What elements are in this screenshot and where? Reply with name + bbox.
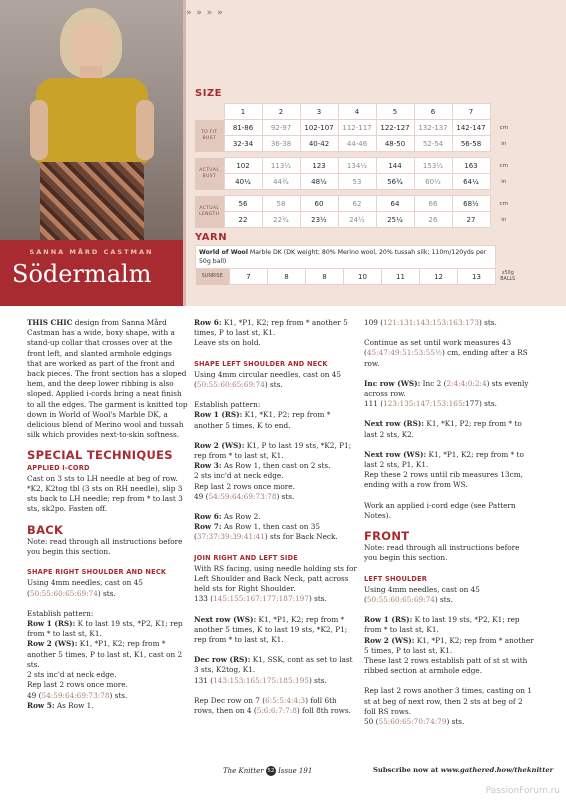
photo-trousers — [40, 162, 144, 240]
table-cell: 56 — [224, 196, 262, 212]
table-cell: 142-147 — [452, 120, 490, 136]
table-cell: 81-86 — [224, 120, 262, 136]
final-count: 50 (55:60:65:70:74:79) sts. — [364, 717, 465, 727]
back-heading: BACK — [27, 522, 64, 537]
repeat-text: Rep last 2 rows once more. — [27, 680, 128, 690]
actual-length-label: ACTUAL LENGTH — [195, 196, 224, 228]
actual-bust-cm-row — [195, 158, 517, 174]
neck-inc-text: 2 sts inc'd at neck edge. — [27, 670, 117, 680]
table-cell: 92-97 — [262, 120, 300, 136]
back-note: Note: read through all instructions before you begin this section. — [27, 536, 183, 557]
special-techniques-heading: SPECIAL TECHNIQUES — [27, 448, 173, 463]
table-cell: 113½ — [262, 158, 300, 174]
continue-text: Continue as set until work measures 43 (45:47:49:51:53:55½) cm, ending after a RS row. — [364, 338, 528, 368]
table-cell: 60 — [300, 196, 338, 212]
table-cell: 8 — [268, 269, 306, 285]
pattern-header — [0, 0, 566, 306]
unit-cm: cm — [499, 124, 508, 131]
photo-face — [70, 22, 112, 72]
page-number: 52 — [267, 768, 275, 774]
balls-unit: x50g BALLS — [500, 270, 516, 282]
unit-cm: cm — [499, 200, 508, 207]
rib-repeat: Rep these 2 rows until rib measures 13cm, ending with a row from WS. — [364, 470, 523, 490]
row-5-instruction: Row 5: As Row 1. — [27, 700, 94, 710]
size-7: 7 — [452, 104, 490, 120]
watermark: PassionForum.ru — [485, 786, 560, 796]
join-text: With RS facing, using needle holding sts for Left Shoulder and Back Neck, patt across held sts for Right Shoulder. — [194, 563, 357, 594]
table-cell: 64¼ — [452, 174, 490, 190]
subscribe-link[interactable]: www.gathered.how/theknitter — [440, 766, 554, 774]
row-1-instruction: Row 1 (RS): K to last 19 sts, *P2, K1; rep from * to last st, K1. — [27, 619, 183, 639]
page-footer — [0, 766, 566, 780]
leave-on-hold: Leave sts on hold. — [194, 338, 261, 348]
photo-sweater — [36, 78, 148, 164]
table-cell: 112-117 — [338, 120, 376, 136]
icord-edge-text: Work an applied i-cord edge (see Pattern Notes). — [364, 500, 516, 520]
stitch-count: 49 (54:59:64:69:73:78) sts. — [27, 690, 128, 700]
row-2-instruction: Row 2 (WS): K1, *P1, K2; rep from * another 5 times, P to last st, K1, cast on 2 sts. — [27, 639, 183, 669]
establish-pattern-text: Establish pattern: — [194, 400, 261, 410]
repeat-text: Rep last 2 rows once more. — [194, 481, 295, 491]
size-3: 3 — [300, 104, 338, 120]
table-cell: 13 — [458, 269, 496, 285]
table-cell: 122-127 — [376, 120, 414, 136]
dec-count: 131 (143:153:165:175:185:195) sts. — [194, 675, 327, 685]
inc-count: 111 (123:135:147:153:165:177) sts. — [364, 399, 497, 409]
table-cell: 48-50 — [376, 136, 414, 152]
row-6-instruction: Row 6: K1, *P1, K2; rep from * another 5 times, P to last st, K1. — [194, 318, 348, 338]
establish-note: These last 2 rows establish patt of st st with ribbed section at armhole edge. — [364, 656, 528, 676]
table-cell: 68½ — [452, 196, 490, 212]
establish-pattern-text: Establish pattern: — [27, 608, 94, 618]
size-table — [195, 103, 517, 228]
arrows-decoration: » » » » — [186, 8, 224, 18]
size-1: 1 — [224, 104, 262, 120]
column-2 — [194, 318, 359, 726]
left-row-3: Row 3: As Row 1, then cast on 2 sts. — [194, 461, 331, 471]
table-cell: 44¾ — [262, 174, 300, 190]
table-cell: 27 — [452, 212, 490, 228]
photo-arm-left — [30, 100, 48, 160]
table-cell: 26 — [414, 212, 452, 228]
left-row-7: Row 7: As Row 1, then cast on 35 (37:37:39:39:41:41) sts for Back Neck. — [194, 522, 338, 542]
size-heading: SIZE — [195, 88, 223, 99]
pattern-title: Södermalm — [12, 260, 152, 288]
size-4: 4 — [338, 104, 376, 120]
table-cell: 24½ — [338, 212, 376, 228]
yarn-description — [196, 246, 496, 269]
actual-bust-label: ACTUAL BUST — [195, 158, 224, 190]
designer-name: SANNA MÅRD CASTMAN — [29, 248, 154, 256]
size-6: 6 — [414, 104, 452, 120]
front-row-1: Row 1 (RS): K to last 19 sts, *P2, K1; rep from * to last st, K1. — [364, 615, 520, 635]
stitch-count: 49 (54:59:64:69:73:78) sts. — [194, 491, 295, 501]
repeat-cast-on: Rep last 2 rows another 3 times, casting on 1 st at beg of next row, then 2 sts at beg of 2 foll RS rows. — [364, 686, 532, 716]
size-2: 2 — [262, 104, 300, 120]
table-cell: 58 — [262, 196, 300, 212]
left-inc-text: 2 sts inc'd at neck edge. — [194, 471, 284, 481]
title-banner — [0, 240, 183, 306]
table-cell: 144 — [376, 158, 414, 174]
table-cell: 52-54 — [414, 136, 452, 152]
stitch-count: 109 (121:131:143:153:163:173) sts. — [364, 318, 497, 327]
srs-cast-on: Using 4mm needles, cast on 45 (50:55:60:65:69:74) sts. — [27, 578, 143, 598]
shape-right-shoulder-heading: SHAPE RIGHT SHOULDER AND NECK — [27, 568, 167, 577]
to-fit-cm-row — [195, 120, 517, 136]
vertical-divider — [183, 0, 186, 306]
actual-bust-in-row — [195, 174, 517, 190]
actual-length-in-row — [195, 212, 517, 228]
yarn-balls-row — [196, 269, 520, 285]
table-cell: 56¾ — [376, 174, 414, 190]
table-cell: 163 — [452, 158, 490, 174]
unit-cm: cm — [499, 162, 508, 169]
table-cell: 40-42 — [300, 136, 338, 152]
column-3 — [364, 318, 534, 727]
left-row-2: Row 2 (WS): K1, P to last 19 sts, *K2, P1; rep from * to last st, K1. — [194, 440, 352, 461]
next-row-rs: Next row (RS): K1, *K1, P2; rep from * to last 2 sts, K2. — [364, 419, 522, 439]
next-row-ws: Next row (WS): K1, *P1, K2; rep from * to last 2 sts, P1, K1. — [364, 449, 524, 470]
intro-paragraph: THIS CHIC design from Sanna Mård Castman has a wide, boxy shape, with a stand-up collar that crosses over at the front left, and slanted armhole edgings that are worked as part of the front and back pieces. The front section has a sloped hem, and the deep lower ribbing is also sloped. Applied i-cords bring a neat finish to all the edges. The garment is knitted top down in World of Wool's Marble DK, a delicious blend of Merino wool and tussah silk which provides next-to-skin softness. — [27, 318, 188, 440]
table-cell: 62 — [338, 196, 376, 212]
yarn-desc-row — [196, 246, 520, 269]
table-cell: 22 — [224, 212, 262, 228]
unit-in: in — [501, 178, 507, 185]
front-note: Note: read through all instructions before you begin this section. — [364, 543, 520, 563]
yarn-table — [195, 245, 520, 285]
size-row-sizes — [195, 104, 517, 120]
to-fit-in-row — [195, 136, 517, 152]
to-fit-label: TO FIT BUST — [195, 120, 224, 152]
table-cell: 12 — [420, 269, 458, 285]
table-cell: 60½ — [414, 174, 452, 190]
sls-cast-on: Using 4mm circular needles, cast on 45 (50:55:60:65:69:74) sts. — [194, 369, 342, 390]
subscribe-text: Subscribe now at www.gathered.how/theknitter — [373, 766, 554, 774]
table-cell: 23½ — [300, 212, 338, 228]
size-5: 5 — [376, 104, 414, 120]
table-cell: 134½ — [338, 158, 376, 174]
next-row-ws: Next row (WS): K1, *P1, K2; rep from * another 5 times, K to last 19 sts, *K2, P1; rep from * to last st, K1. — [194, 614, 348, 645]
shape-left-shoulder-heading: SHAPE LEFT SHOULDER AND NECK — [194, 359, 328, 368]
dec-row: Dec row (RS): K1, SSK, cont as set to last 3 sts, K2tog, K1. — [194, 655, 353, 675]
table-cell: 102 — [224, 158, 262, 174]
table-cell: 44-46 — [338, 136, 376, 152]
table-cell: 7 — [230, 269, 268, 285]
table-cell: 8 — [306, 269, 344, 285]
repeat-dec: Rep Dec row on 7 (6:5:5:4:4:3) foll 6th rows, then on 4 (5:6:6:7:7:8) foll 8th rows. — [194, 695, 351, 716]
model-photo — [0, 0, 183, 240]
yarn-heading: YARN — [195, 232, 228, 243]
table-cell: 153½ — [414, 158, 452, 174]
table-cell: 53 — [338, 174, 376, 190]
unit-in: in — [501, 216, 507, 223]
magazine-credit: The Knitter 52 Issue 191 — [223, 767, 313, 775]
inc-row: Inc row (WS): Inc 2 (2:4:4:0:2:4) sts evenly across row. — [364, 378, 529, 399]
yarn-details: Marble DK (DK weight; 80% Merino wool, 20% tussah silk; 110m/120yds per 50g ball) — [199, 249, 487, 265]
table-cell: 36-38 — [262, 136, 300, 152]
column-1 — [27, 318, 189, 711]
front-heading: FRONT — [364, 529, 410, 544]
photo-arm-right — [136, 100, 154, 160]
table-cell: 40¼ — [224, 174, 262, 190]
applied-icord-heading: APPLIED I-CORD — [27, 463, 90, 472]
join-sides-heading: JOIN RIGHT AND LEFT SIDE — [194, 553, 298, 562]
yarn-name: World of Wool — [199, 249, 248, 256]
table-cell: 22¾ — [262, 212, 300, 228]
table-cell: 102-107 — [300, 120, 338, 136]
actual-length-cm-row — [195, 196, 517, 212]
table-cell: 48½ — [300, 174, 338, 190]
left-row-6: Row 6: As Row 2. — [194, 512, 261, 522]
front-row-2: Row 2 (WS): K1, *P1, K2; rep from * another 5 times, P to last st, K1. — [364, 635, 534, 655]
sunrise-label: SUNRISE — [196, 269, 230, 285]
table-cell: 10 — [344, 269, 382, 285]
table-cell: 32-34 — [224, 136, 262, 152]
table-cell: 123 — [300, 158, 338, 174]
icord-text: Cast on 3 sts to LH needle at beg of row. *K2, K2tog tbl (3 sts on RH needle), slip 3 sts back to LH needle; rep from * to last 3 sts, sk2po. Fasten off. — [27, 473, 183, 514]
table-cell: 132-137 — [414, 120, 452, 136]
table-cell: 11 — [382, 269, 420, 285]
left-row-1: Row 1 (RS): K1, *K1, P2; rep from * another 5 times, K to end. — [194, 410, 331, 430]
ls-cast-on: Using 4mm needles, cast on 45 (50:55:60:65:69:74) sts. — [364, 584, 480, 605]
left-shoulder-heading: LEFT SHOULDER — [364, 574, 428, 583]
table-cell: 64 — [376, 196, 414, 212]
table-cell: 25¼ — [376, 212, 414, 228]
unit-in: in — [501, 140, 507, 147]
join-count: 133 (145:155:167:177:187:197) sts. — [194, 594, 327, 604]
table-cell: 66 — [414, 196, 452, 212]
table-cell: 56-58 — [452, 136, 490, 152]
